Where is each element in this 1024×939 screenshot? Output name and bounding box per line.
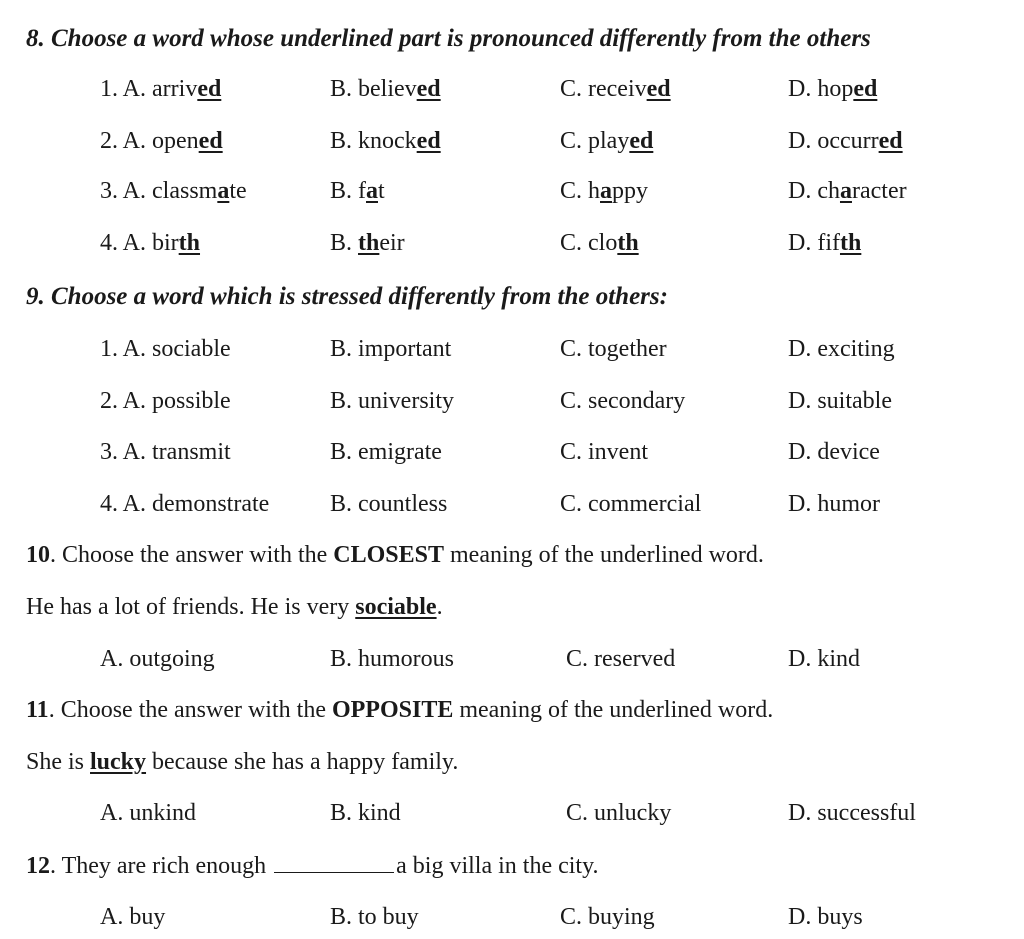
q8-1-option-c: C. received — [560, 76, 671, 102]
q9-heading: 9. Choose a word which is stressed differently from the others: — [26, 283, 668, 310]
q11-option-b: B. kind — [330, 800, 401, 826]
q8-heading: 8. Choose a word whose underlined part is pronounced differently from the others — [26, 25, 871, 52]
q8-1-option-d: D. hoped — [788, 76, 878, 102]
q8-2-option-d: D. occurred — [788, 128, 903, 154]
q10-instruction: 10. Choose the answer with the CLOSEST meaning of the underlined word. — [26, 542, 764, 568]
q9-1-option-b: B. important — [330, 336, 452, 362]
q11-underlined-word: lucky — [90, 749, 147, 775]
q12-option-a: A. buy — [100, 904, 166, 930]
q9-2-option-a: 2. A. possible — [100, 388, 231, 414]
q9-3-option-c: C. invent — [560, 439, 648, 465]
q9-1-option-c: C. together — [560, 336, 667, 362]
q10-option-b: B. humorous — [330, 646, 455, 672]
q8-4-option-a: 4. A. birth — [100, 230, 201, 256]
q11-option-c: C. unlucky — [566, 800, 672, 826]
q9-1-option-a: 1. A. sociable — [100, 336, 231, 362]
q11-sentence: She is lucky because she has a happy family. — [26, 749, 459, 775]
q8-3-option-c: C. happy — [560, 178, 649, 204]
q9-3-option-d: D. device — [788, 439, 880, 465]
q9-3-option-b: B. emigrate — [330, 439, 442, 465]
q8-1-option-a: 1. A. arrived — [100, 76, 222, 102]
q8-1-option-b: B. believed — [330, 76, 441, 102]
q8-4-option-d: D. fifth — [788, 230, 862, 256]
q8-2-option-a: 2. A. opened — [100, 128, 223, 154]
q10-sentence: He has a lot of friends. He is very sociable. — [26, 594, 443, 620]
q9-4-option-c: C. commercial — [560, 491, 702, 517]
q12-option-b: B. to buy — [330, 904, 419, 930]
q8-2-option-b: B. knocked — [330, 128, 441, 154]
q9-1-option-d: D. exciting — [788, 336, 895, 362]
q9-4-option-b: B. countless — [330, 491, 448, 517]
q9-2-option-c: C. secondary — [560, 388, 686, 414]
q9-4-option-a: 4. A. demonstrate — [100, 491, 270, 517]
q9-3-option-a: 3. A. transmit — [100, 439, 231, 465]
q9-4-option-d: D. humor — [788, 491, 880, 517]
q9-2-option-b: B. university — [330, 388, 454, 414]
q12-answer-blank — [274, 850, 394, 873]
q11-instruction: 11. Choose the answer with the OPPOSITE meaning of the underlined word. — [26, 697, 774, 723]
q10-underlined-word: sociable — [355, 594, 437, 620]
q10-option-d: D. kind — [788, 646, 860, 672]
q10-option-a: A. outgoing — [100, 646, 215, 672]
q8-4-option-b: B. their — [330, 230, 405, 256]
q11-option-d: D. successful — [788, 800, 916, 826]
q12-option-c: C. buying — [560, 904, 655, 930]
q10-option-c: C. reserved — [566, 646, 676, 672]
q8-3-option-d: D. character — [788, 178, 907, 204]
q12-option-d: D. buys — [788, 904, 863, 930]
q12-instruction: 12. They are rich enough a big villa in the city. — [26, 850, 1024, 881]
q8-3-option-a: 3. A. classmate — [100, 178, 247, 204]
q8-4-option-c: C. cloth — [560, 230, 639, 256]
q11-option-a: A. unkind — [100, 800, 196, 826]
q9-2-option-d: D. suitable — [788, 388, 892, 414]
q8-3-option-b: B. fat — [330, 178, 385, 204]
q8-2-option-c: C. played — [560, 128, 654, 154]
